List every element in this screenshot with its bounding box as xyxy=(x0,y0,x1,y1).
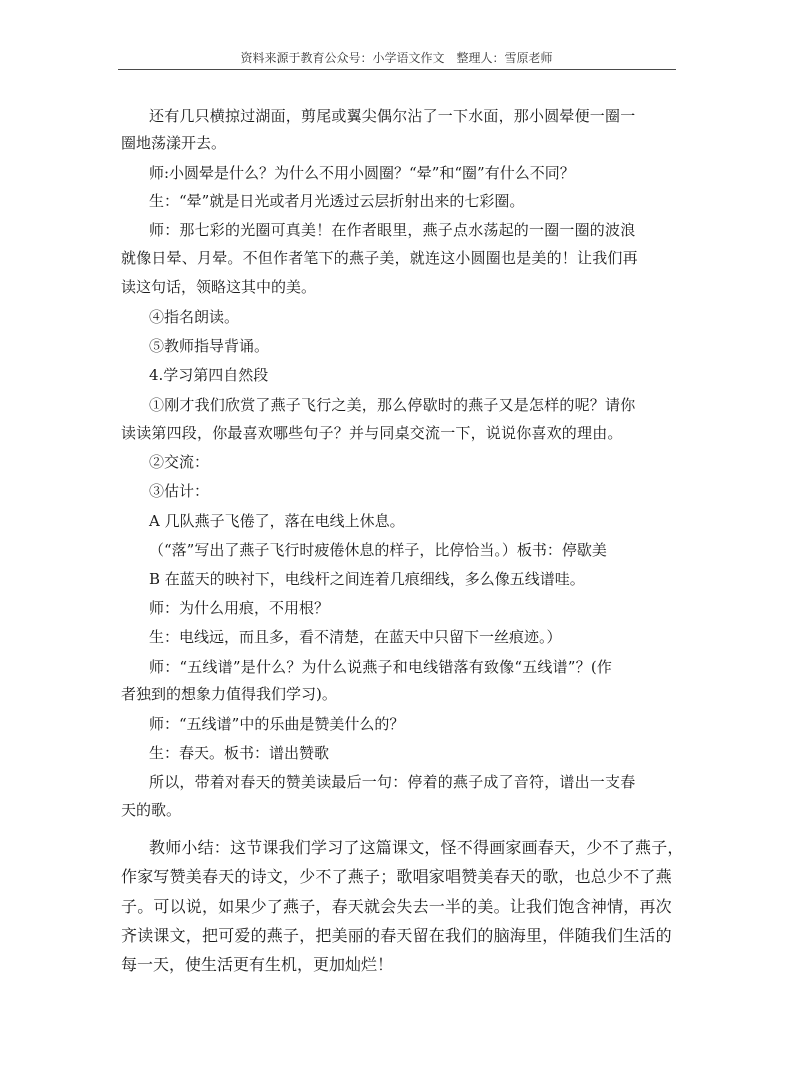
text-line: 生：电线远，而且多，看不清楚，在蓝天中只留下一丝痕迹。） xyxy=(149,628,562,646)
text-line: 者独到的想象力值得我们学习)。 xyxy=(121,685,337,703)
text-line: 就像日晕、月晕。不但作者笔下的燕子美，就连这小圆圈也是美的！让我们再 xyxy=(121,249,638,267)
header-divider xyxy=(118,69,676,70)
text-line: 生：春天。板书：谱出赞歌 xyxy=(149,744,330,762)
text-line: ⑤教师指导背诵。 xyxy=(149,337,270,355)
text-line: 所以，带着对春天的赞美读最后一句：停着的燕子成了音符，谱出一支春 xyxy=(149,773,636,791)
text-line: ①刚才我们欣赏了燕子飞行之美，那么停歇时的燕子又是怎样的呢？请你 xyxy=(149,396,636,414)
text-line: 每一天，使生活更有生机，更加灿烂！ xyxy=(121,955,394,974)
text-line: 师：“五线谱”是什么？为什么说燕子和电线错落有致像“五线谱”？(作 xyxy=(149,658,613,676)
text-line: 读这句话，领略这其中的美。 xyxy=(121,278,317,296)
text-line: 师：为什么用痕，不用根？ xyxy=(149,599,330,617)
text-line: （“落”写出了燕子飞行时疲倦休息的样子，比停恰当。）板书：停歇美 xyxy=(149,541,607,559)
text-line: ③估计： xyxy=(149,482,210,500)
text-line: 师：那七彩的光圈可真美！在作者眼里，燕子点水荡起的一圈一圈的波浪 xyxy=(149,221,636,239)
section-heading: 4.学习第四自然段 xyxy=(149,366,269,384)
text-line: A 几队燕子飞倦了，落在电线上休息。 xyxy=(149,512,405,530)
page-header xyxy=(0,49,793,66)
text-line: 齐读课文，把可爱的燕子，把美丽的春天留在我们的脑海里，伴随我们生活的 xyxy=(121,926,672,945)
text-line: ④指名朗读。 xyxy=(149,308,240,326)
text-line: 子。可以说，如果少了燕子，春天就会失去一半的美。让我们饱含神情，再次 xyxy=(121,897,672,916)
text-line: B 在蓝天的映衬下，电线杆之间连着几痕细线，多么像五线谱哇。 xyxy=(149,570,585,588)
text-line: 师:小圆晕是什么？为什么不用小圆圈？“晕”和“圈”有什么不同？ xyxy=(149,164,575,182)
text-line: 生：“晕”就是日光或者月光透过云层折射出来的七彩圈。 xyxy=(149,192,525,210)
text-line: 天的歌。 xyxy=(121,801,182,819)
header-source: 资料来源于教育公众号：小学语文作文 xyxy=(240,51,445,65)
text-line: 师：“五线谱”中的乐曲是赞美什么的？ xyxy=(149,715,405,733)
text-line: 读读第四段，你最喜欢哪些句子？并与同桌交流一下，说说你喜欢的理由。 xyxy=(121,424,623,442)
text-line: 还有几只横掠过湖面，剪尾或翼尖偶尔沾了一下水面，那小圆晕便一圈一 xyxy=(149,107,636,125)
text-line: 教师小结：这节课我们学习了这篇课文，怪不得画家画春天，少不了燕子， xyxy=(149,838,684,857)
header-organizer: 整理人：雪原老师 xyxy=(456,51,553,65)
text-line: ②交流： xyxy=(149,453,210,471)
text-line: 圈地荡漾开去。 xyxy=(121,134,227,152)
text-line: 作家写赞美春天的诗文，少不了燕子；歌唱家唱赞美春天的歌，也总少不了燕 xyxy=(121,867,672,886)
